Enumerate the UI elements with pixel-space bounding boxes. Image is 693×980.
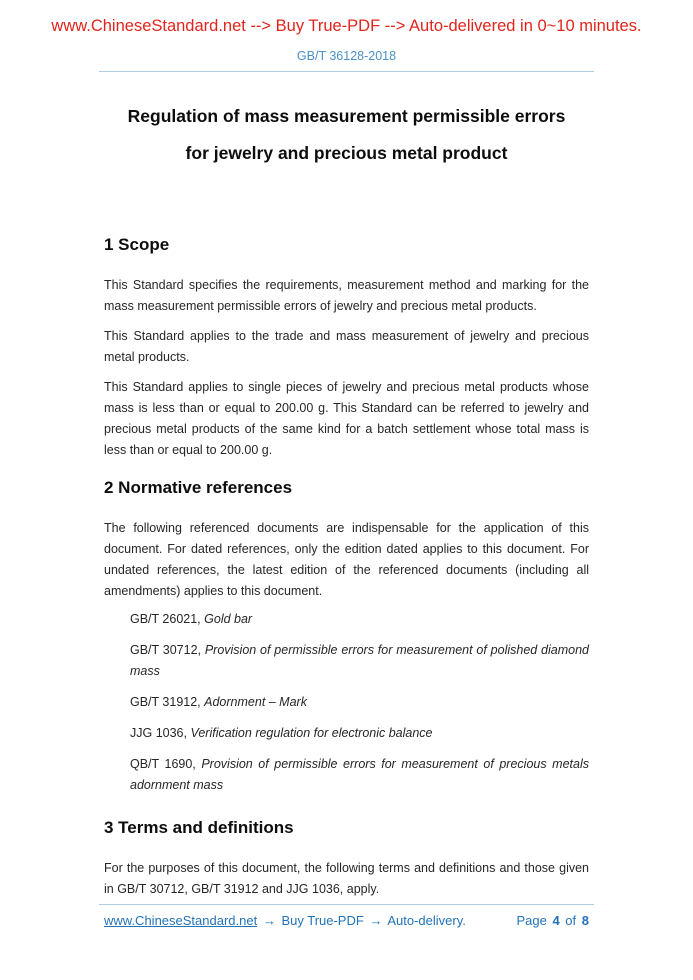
document-title-line1: Regulation of mass measurement permissible errors — [127, 106, 566, 126]
section-heading-scope: 1 Scope — [104, 235, 170, 254]
promo-banner-link[interactable]: www.ChineseStandard.net --> Buy True-PDF --> Auto-delivered in 0~10 minutes. — [51, 17, 642, 35]
section-heading-terms-and-definitions: 3 Terms and definitions — [104, 818, 294, 837]
reference-title: Verification regulation for electronic balance — [190, 726, 433, 740]
right-arrow-icon: → — [369, 913, 383, 928]
footer-rule — [99, 904, 594, 905]
reference-title: Provision of permissible errors for measurement of polished diamond mass — [130, 643, 589, 678]
reference-item — [104, 692, 589, 713]
footer-buy-text: Buy True-PDF — [281, 913, 364, 928]
reference-item — [104, 640, 589, 682]
footer-delivery-text: Auto-delivery. — [387, 913, 466, 928]
reference-code: GB/T 26021, — [130, 612, 201, 626]
scope-paragraph-1: This Standard specifies the requirements, measurement method and marking for the mass measurement permissible errors of jewelry and precious metal products. — [104, 278, 589, 313]
footer-site-link[interactable]: www.ChineseStandard.net — [104, 913, 258, 928]
header-rule — [99, 71, 594, 72]
reference-code: JJG 1036, — [130, 726, 187, 740]
page-indicator — [514, 913, 589, 929]
document-body — [104, 234, 589, 900]
right-arrow-icon: → — [262, 913, 276, 928]
reference-title: Adornment – Mark — [204, 695, 307, 709]
page-footer — [104, 913, 589, 929]
scope-paragraph-2: This Standard applies to the trade and mass measurement of jewelry and precious metal products. — [104, 329, 589, 364]
page-total: 8 — [581, 913, 589, 928]
reference-item — [104, 609, 589, 630]
reference-title: Provision of permissible errors for measurement of precious metals adornment mass — [130, 757, 589, 792]
document-title — [0, 98, 693, 172]
normative-references-paragraph: The following referenced documents are indispensable for the application of this document. For dated references, only the edition dated applies to this document. For undated references, the latest edition of the referenced documents (including all amendments) applies to this document. — [104, 521, 589, 598]
document-title-line2: for jewelry and precious metal product — [185, 143, 508, 163]
footer-left — [104, 913, 466, 929]
terms-paragraph: For the purposes of this document, the following terms and definitions and those given in GB/T 30712, GB/T 31912 and JJG 1036, apply. — [104, 861, 589, 896]
page-current: 4 — [552, 913, 560, 928]
section-heading-normative-references: 2 Normative references — [104, 478, 293, 497]
reference-title: Gold bar — [204, 612, 253, 626]
reference-item — [104, 754, 589, 796]
of-label: of — [565, 913, 577, 928]
scope-paragraph-3: This Standard applies to single pieces of jewelry and precious metal products whose mass is less than or equal to 200.00 g. This Standard can be referred to jewelry and precious metal products of the same kind for a batch settlement whose total mass is less than or equal to 200.00 g. — [104, 380, 589, 457]
page-label: Page — [516, 913, 547, 928]
reference-item — [104, 723, 589, 744]
reference-code: GB/T 31912, — [130, 695, 201, 709]
reference-code: QB/T 1690, — [130, 757, 196, 771]
reference-code: GB/T 30712, — [130, 643, 201, 657]
doc-code-header: GB/T 36128-2018 — [296, 49, 397, 63]
